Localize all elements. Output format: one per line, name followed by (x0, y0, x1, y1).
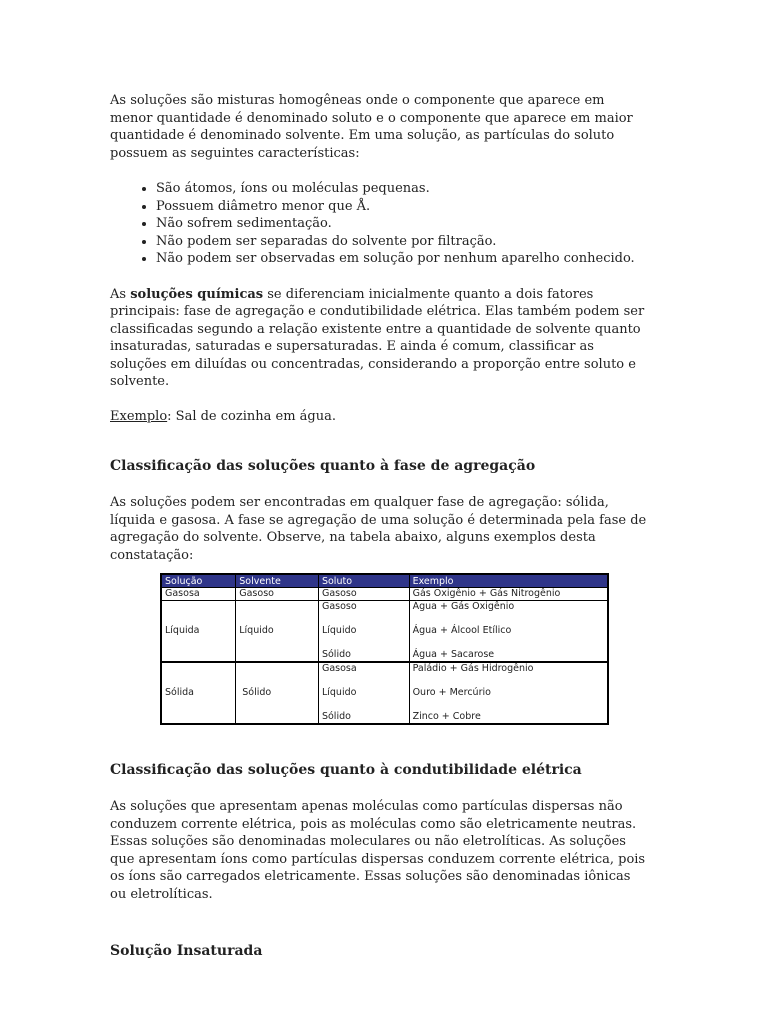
table-row (161, 588, 608, 601)
para-prefix: As (110, 286, 131, 302)
table-cell: Sólida (161, 662, 236, 724)
list-item: • Não sofrem sedimentação. (156, 215, 650, 233)
header-exemplo: Exemplo (409, 574, 608, 588)
solutions-table (160, 573, 609, 725)
heading-phase: Classificação das soluções quanto à fase de agregação (110, 458, 536, 474)
table-cell: Sólido (318, 649, 409, 662)
table-cell: Gasoso (318, 588, 409, 601)
table-cell: Gasosa (161, 588, 236, 601)
heading-conductivity: Classificação das soluções quanto à condutibilidade elétrica (110, 762, 582, 778)
characteristics-list (110, 180, 650, 268)
example-label: Exemplo (110, 408, 168, 424)
table-row (161, 662, 608, 675)
conductivity-paragraph: As soluções que apresentam apenas moléculas como partículas dispersas não conduzem corrente elétrica, pois as moléculas como são eletricamente neutras. Essas soluções são denominadas moleculares ou não eletrolíticas. As soluções que apresentam íons como partículas dispersas conduzem corrente elétrica, pois os íons são carregados eletricamente. Essas soluções são denominadas iônicas ou eletrolíticas. (110, 799, 646, 902)
table-cell: Gás Oxigênio + Gás Nitrogênio (409, 588, 608, 601)
table-cell: Paládio + Gás Hidrogênio (409, 662, 608, 675)
table-row (161, 601, 608, 614)
table-cell: Líquido (236, 601, 319, 663)
table-cell: Gasoso (236, 588, 319, 601)
table-cell: Sólido (236, 662, 319, 724)
table-cell: Líquido (318, 625, 409, 637)
header-solvente: Solvente (236, 574, 319, 588)
para-rest: se diferenciam inicialmente quanto a dois fatores principais: fase de agregação e condutibilidade elétrica. Elas também podem ser classificadas segundo a relação existente entre a quantidade de solvente quanto insaturadas, saturadas e supersaturadas. E ainda é comum, classificar as soluções em diluídas ou concentradas, considerando a proporção entre soluto e solvente. (110, 286, 645, 389)
document-page (110, 92, 650, 979)
table-cell: Ouro + Mercúrio (409, 687, 608, 699)
example-line (110, 408, 650, 426)
table-cell: Líquido (318, 687, 409, 699)
table-cell: Gasosa (318, 662, 409, 675)
example-text: : Sal de cozinha em água. (167, 408, 336, 424)
table-cell: Água + Álcool Etílico (409, 625, 608, 637)
table-cell: Líquida (161, 601, 236, 663)
table-cell: Sólido (318, 711, 409, 724)
list-item: • São átomos, íons ou moléculas pequenas. (156, 180, 650, 198)
list-item: • Possuem diâmetro menor que Å. (156, 198, 650, 216)
intro-paragraph: As soluções são misturas homogêneas onde o componente que aparece em menor quantidade é denominado soluto e o componente que aparece em maior quantidade é denominado solvente. Em uma solução, as partículas do soluto possuem as seguintes características: (110, 93, 633, 161)
header-soluto: Soluto (318, 574, 409, 588)
bold-term: soluções químicas (130, 286, 264, 302)
table-cell: Zinco + Cobre (409, 711, 608, 724)
heading-unsaturated: Solução Insaturada (110, 943, 263, 959)
phase-paragraph: As soluções podem ser encontradas em qualquer fase de agregação: sólida, líquida e gasosa. A fase se agregação de uma solução é determinada pela fase de agregação do solvente. Observe, na tabela abaixo, alguns exemplos desta constatação: (110, 495, 647, 563)
list-item: • Não podem ser separadas do solvente por filtração. (156, 233, 650, 251)
table-cell: Água + Gás Oxigênio (409, 601, 608, 614)
header-solucao: Solução (161, 574, 236, 588)
table-cell: Gasoso (318, 601, 409, 614)
classification-paragraph (110, 286, 650, 391)
table-cell: Água + Sacarose (409, 649, 608, 662)
list-item: • Não podem ser observadas em solução por nenhum aparelho conhecido. (156, 250, 650, 268)
table-header-row (161, 574, 608, 588)
